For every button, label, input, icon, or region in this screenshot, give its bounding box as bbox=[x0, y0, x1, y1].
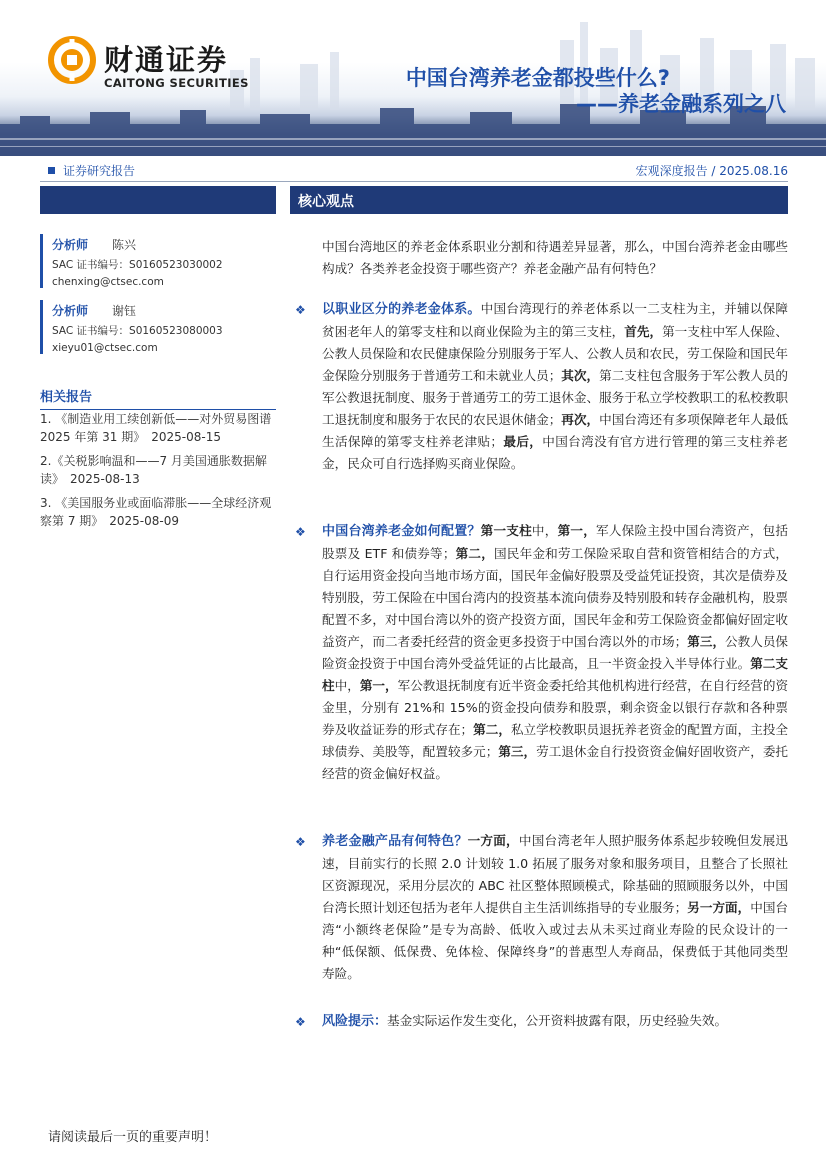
bullet-keyword: 第一， bbox=[359, 678, 398, 693]
bullet-keyword: 首先， bbox=[624, 324, 663, 339]
analyst-email[interactable]: xieyu01@ctsec.com bbox=[52, 342, 158, 354]
bullet-keyword: 最后， bbox=[503, 434, 543, 449]
bullet-text: 第一支柱中军人保险、公教人员保险和农民健康保险分别服务于军人、公教人员和农民，劳工保险和国民年金保险分别服务于普通劳工和未就业人员； bbox=[322, 324, 789, 383]
bullet-text: 中国台湾现行的养老体系以一二支柱为主，并辅以保障贫困老年人的第零支柱和以商业保险为主的第三支柱， bbox=[322, 301, 788, 339]
analyst-sac-number: SAC 证书编号：S0160523080003 bbox=[52, 325, 223, 337]
bullet-text: 第二支柱包含服务于军公教人员的军公教退抚制度、服务于普通劳工的劳工退休金、服务于私立学校教职工的私校教职工退抚制度和服务于农民的农民退休储金； bbox=[322, 368, 789, 427]
bullet-risk-warning bbox=[295, 1010, 788, 1033]
bullet-keyword: 第二， bbox=[455, 546, 495, 561]
logo-english-name: CAITONG SECURITIES bbox=[104, 76, 249, 90]
bullet-financial-products bbox=[295, 830, 789, 985]
report-subtitle: ——养老金融系列之八 bbox=[576, 92, 786, 116]
bullet-headline: 中国台湾养老金如何配置？ bbox=[322, 524, 481, 539]
bullet-headline: 风险提示： bbox=[322, 1014, 388, 1029]
caitong-logo-icon bbox=[48, 36, 96, 84]
bullet-text: 中国台湾“小额终老保险”是专为高龄、低收入或过去从未买过商业寿险的民众设计的一种“低保额、低保费、免体检、保障终身”的普惠型人寿商品，保费低于其他同类型寿险。 bbox=[322, 900, 789, 981]
report-type-label bbox=[40, 162, 135, 179]
bullet-keyword: 第三， bbox=[687, 634, 726, 649]
sub-header bbox=[40, 160, 788, 182]
bullet-keyword: 第二， bbox=[473, 722, 511, 737]
diamond-bullet-icon: ❖ bbox=[295, 1015, 306, 1029]
header-banner bbox=[0, 0, 826, 156]
bullet-text: 中国台湾还有多项保障老年人最低生活保障的第零支柱养老津贴； bbox=[322, 412, 789, 449]
bullet-allocation bbox=[295, 520, 789, 785]
core-views-heading: 核心观点 bbox=[290, 186, 788, 214]
report-type-text: 证券研究报告 bbox=[63, 164, 136, 178]
report-category-date: 宏观深度报告 / 2025.08.16 bbox=[635, 164, 788, 178]
bullet-text: 军人保险主投中国台湾资产，包括股票及 ETF 和债券等； bbox=[322, 523, 789, 561]
related-report-link[interactable]: 3. 《美国服务业或面临滞胀——全球经济观察第 7 期》 2025-08-09 bbox=[40, 496, 272, 528]
bullet-text: 劳工退休金自行投资资金偏好固收资产，委托经营的资金偏好权益。 bbox=[322, 744, 789, 781]
bullet-keyword: 其次， bbox=[561, 368, 600, 383]
analyst-card bbox=[40, 234, 276, 288]
analyst-role: 分析师 bbox=[52, 304, 89, 318]
bullet-text: 军公教退抚制度有近半资金委托给其他机构进行经营，在自行经营的资金里，分别有 21%和 15%的资金投向债券和股票，剩余资金以银行存款和各种票券及收益证券的形式存在； bbox=[322, 678, 789, 737]
related-report-link[interactable]: 2.《关税影响温和——7 月美国通胀数据解读》 2025-08-13 bbox=[40, 454, 267, 486]
diamond-bullet-icon: ❖ bbox=[295, 835, 306, 849]
bullet-keyword: 第一， bbox=[557, 523, 597, 538]
analyst-name: 陈兴 bbox=[112, 238, 137, 252]
analyst-role: 分析师 bbox=[52, 238, 89, 252]
bullet-text: 基金实际运作发生变化，公开资料披露有限，历史经验失效。 bbox=[387, 1013, 728, 1028]
logo-chinese-name: 财通证券 bbox=[104, 43, 229, 77]
bullet-headline: 以职业区分的养老金体系。 bbox=[322, 302, 481, 317]
bullet-pension-system bbox=[295, 298, 789, 475]
bullet-keyword: 一方面， bbox=[467, 833, 519, 848]
disclaimer-footer: 请阅读最后一页的重要声明！ bbox=[48, 1130, 218, 1145]
bullet-keyword: 另一方面， bbox=[687, 900, 751, 915]
related-reports-list bbox=[40, 410, 280, 536]
analyst-card bbox=[40, 300, 276, 354]
bullet-headline: 养老金融产品有何特色？ bbox=[322, 834, 468, 849]
report-title: 中国台湾养老金都投些什么? bbox=[405, 66, 670, 90]
bullet-keyword: 再次， bbox=[561, 412, 600, 427]
bullet-keyword: 第二支柱 bbox=[322, 656, 789, 693]
bullet-text: 国民年金和劳工保险采取自营和资管相结合的方式，自行运用资金投向当地市场方面，国民年金偏好股票及受益凭证投资，其次是债券及特别股，劳工保险在中国台湾内的投资基本流向债券及特别股和转存金融机构，股票配置不多，对中国台湾以外的资产投资方面，国民年金和劳工保险资金都偏好固定收益资产，而二者委托经营的资金更多投资于中国台湾以外的市场； bbox=[322, 546, 789, 649]
square-bullet-icon bbox=[48, 167, 55, 174]
bullet-text: 中， bbox=[531, 523, 558, 538]
analyst-email[interactable]: chenxing@ctsec.com bbox=[52, 276, 164, 288]
bullet-text: 中， bbox=[334, 678, 360, 693]
bullet-text: 中国台湾没有官方进行管理的第三支柱养老金，民众可自行选择购买商业保险。 bbox=[322, 434, 789, 471]
bullet-text: 公教人员保险资金投资于中国台湾外受益凭证的占比最高，且一半资金投入半导体行业。 bbox=[322, 634, 789, 671]
intro-paragraph: 中国台湾地区的养老金体系职业分割和待遇差异显著，那么，中国台湾养老金由哪些构成？各类养老金投资于哪些资产？养老金融产品有何特色？ bbox=[322, 239, 788, 276]
diamond-bullet-icon: ❖ bbox=[295, 525, 306, 539]
bullet-text: 私立学校教职员退抚养老资金的配置方面，主投全球债券、美股等，配置较多元； bbox=[322, 722, 789, 759]
left-column-header-bar bbox=[40, 186, 276, 214]
diamond-bullet-icon: ❖ bbox=[295, 303, 306, 317]
related-reports-heading: 相关报告 bbox=[40, 386, 276, 410]
analyst-name: 谢钰 bbox=[112, 304, 137, 318]
bullet-text: 中国台湾老年人照护服务体系起步较晚但发展迅速，目前实行的长照 2.0 计划较 1.0 拓展了服务对象和服务项目，且整合了长照社区资源现况，采用分层次的 ABC 社区整体照顾模式，除基础的照顾服务以外，中国台湾长照计划还包括为老年人提供自主生活训练指导的专业服务； bbox=[322, 833, 788, 915]
bullet-keyword: 第一支柱 bbox=[480, 523, 532, 538]
analyst-sac-number: SAC 证书编号：S0160523030002 bbox=[52, 259, 223, 271]
bullet-keyword: 第三， bbox=[498, 744, 537, 759]
related-report-link[interactable]: 1. 《制造业用工续创新低——对外贸易图谱 2025 年第 31 期》 2025-08-15 bbox=[40, 412, 272, 444]
